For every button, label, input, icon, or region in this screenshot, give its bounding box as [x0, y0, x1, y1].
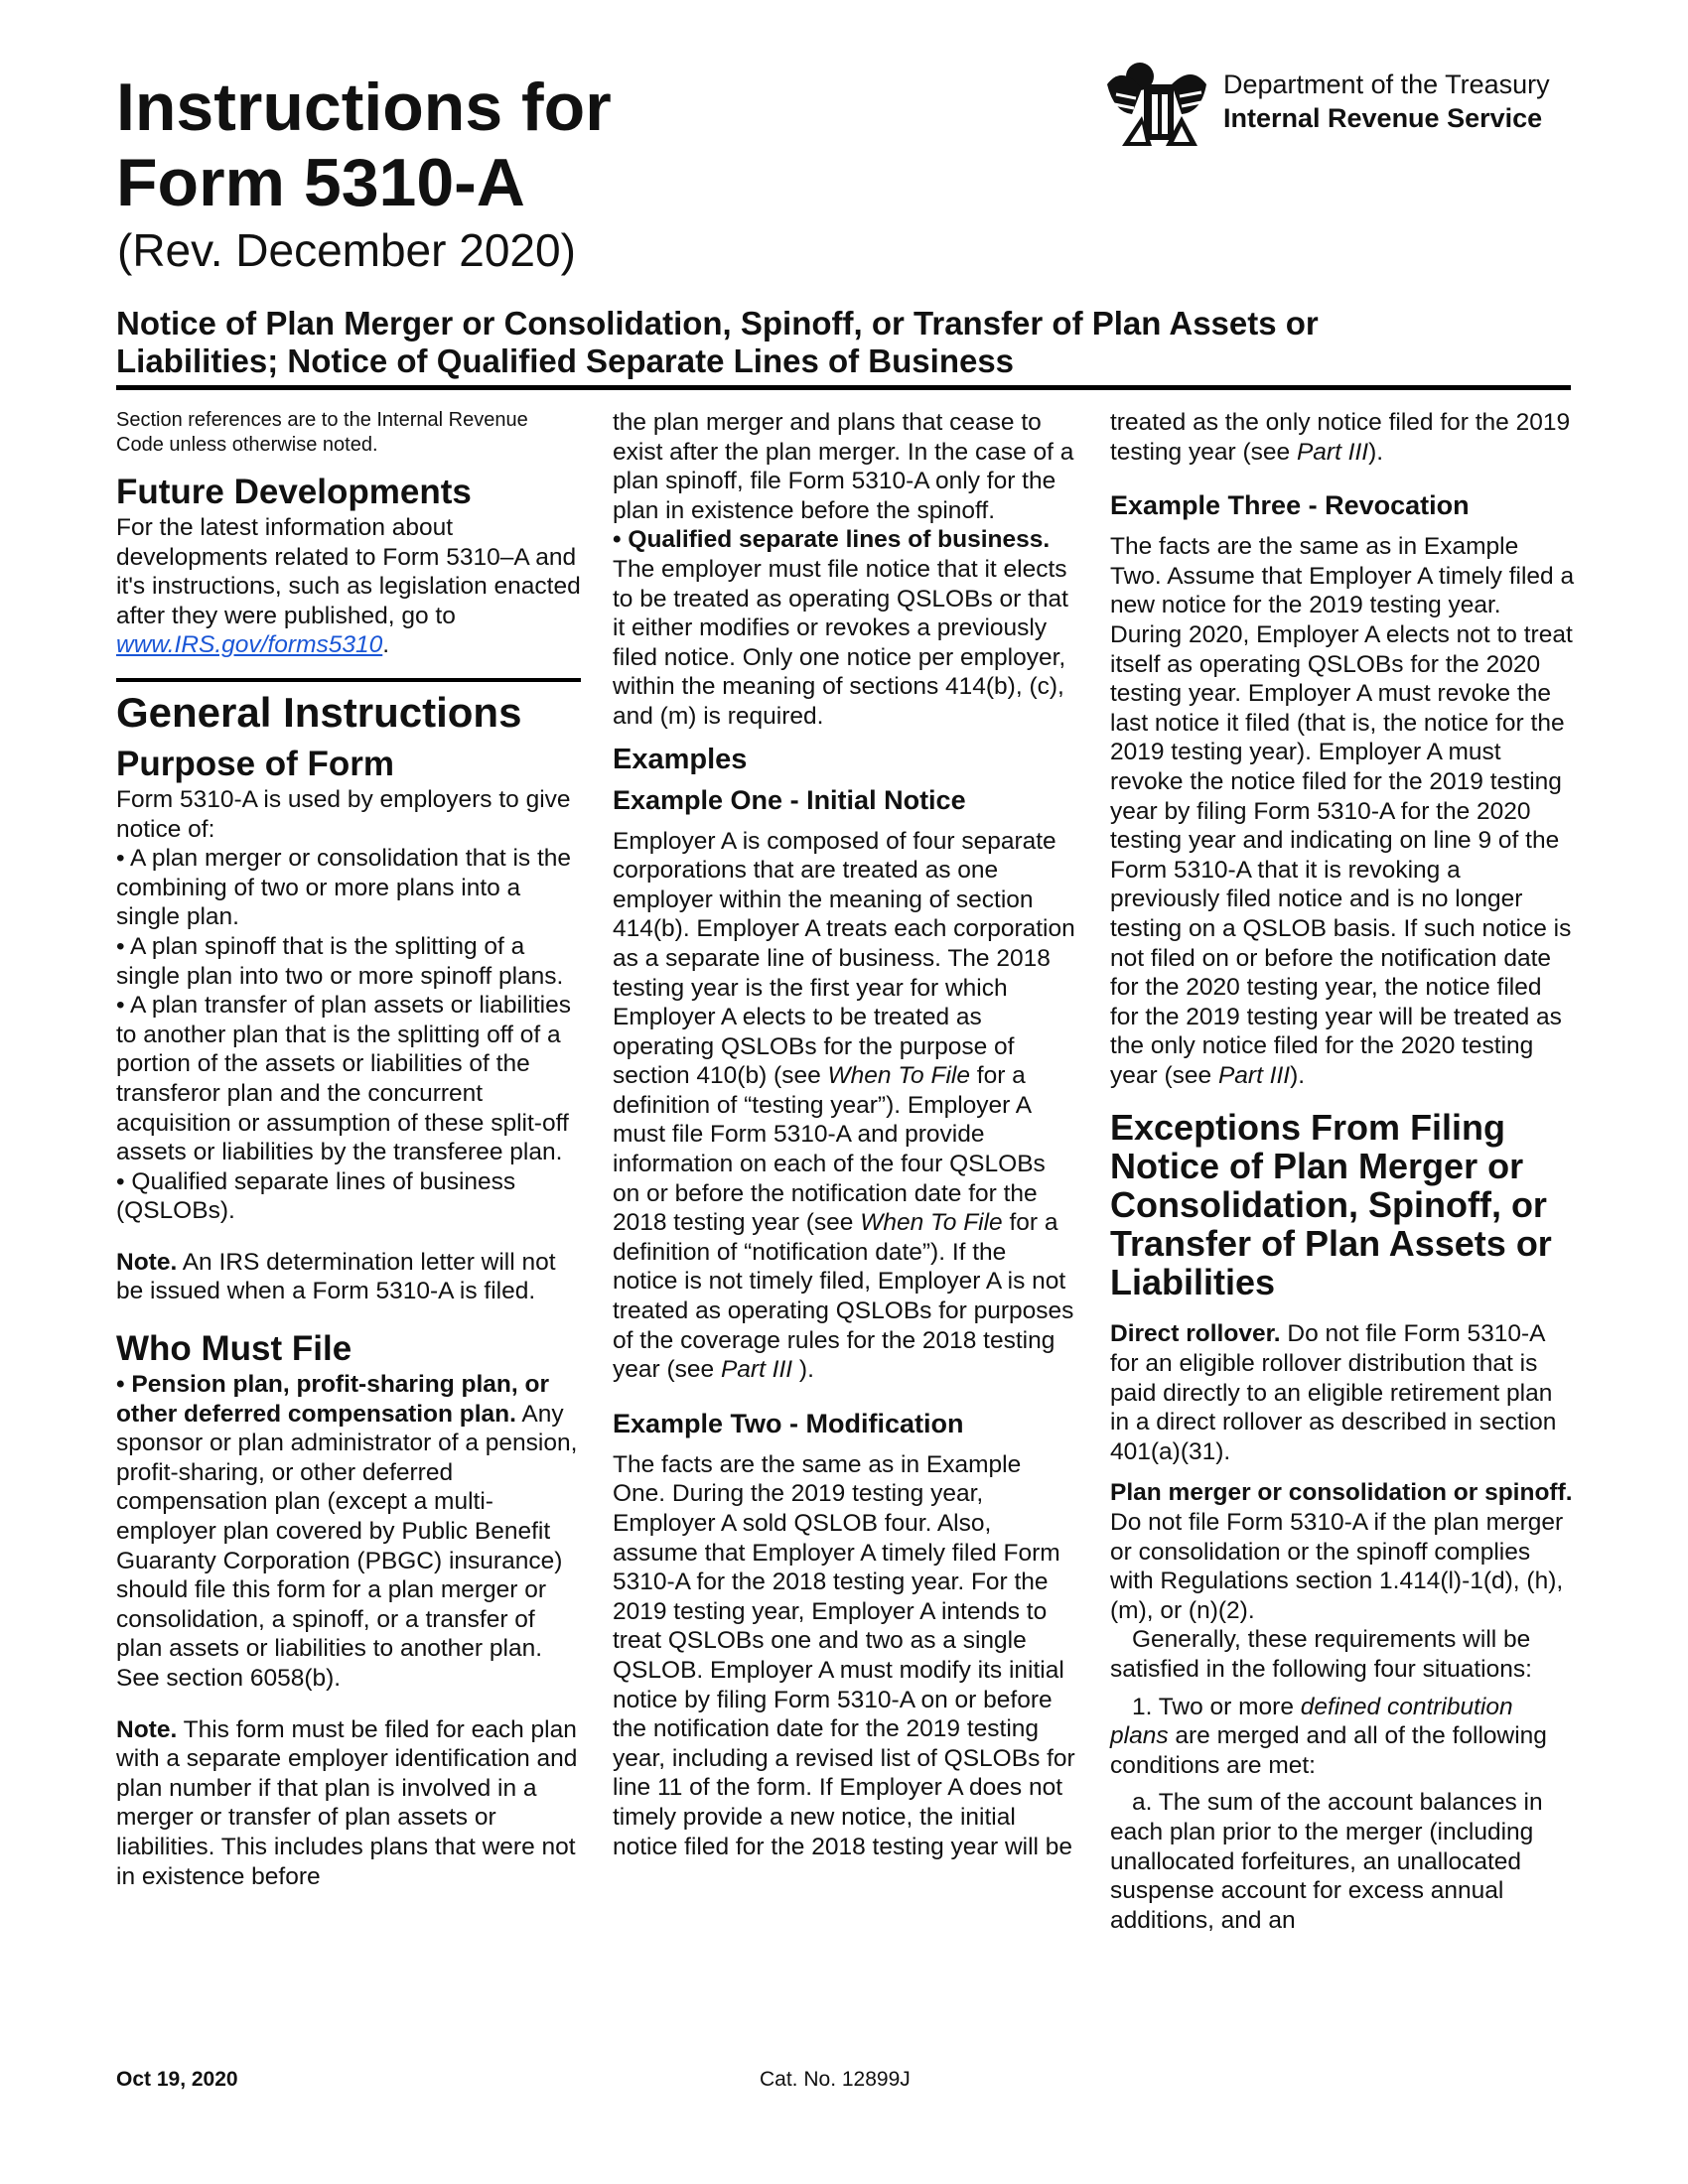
example-one-part: for a definition of “notification date”). If the notice is not timely filed, Employer A is not treated as operating QSLOBs for purposes of the coverage rules for the 2018 testing year (see — [613, 1209, 1074, 1384]
column-2 — [613, 408, 1077, 1861]
example-one-heading: Example One - Initial Notice — [613, 784, 966, 815]
agency-name — [1223, 68, 1550, 135]
purpose-bullet-qslob: • Qualified separate lines of business (QSLOBs). — [116, 1167, 516, 1225]
example-two-continued — [1110, 408, 1575, 467]
forms5310-link[interactable]: www.IRS.gov/forms5310 — [116, 631, 383, 659]
direct-rollover-body: Do not file Form 5310-A for an eligible rollover distribution that is paid directly to an eligible retirement plan in a direct rollover as described in section 401(a)(31). — [1110, 1320, 1557, 1465]
when-to-file-ref: When To File — [860, 1209, 1003, 1237]
who-must-file-body: Any sponsor or plan administrator of a pension, profit-sharing, or other deferred compensation plan (except a multi-employer plan covered by Public Benefit Guaranty Corporation (PBGC) insurance) should file this form for a plan merger or consolidation, a spinoff, or a transfer of plan assets or liabilities to another plan. See section 6058(b). — [116, 1400, 578, 1692]
form-subtitle — [116, 305, 1566, 380]
examples-heading: Examples — [613, 743, 748, 775]
part-iii-ref: Part III — [720, 1356, 793, 1384]
header-divider — [116, 385, 1571, 390]
subtitle-line-1: Notice of Plan Merger or Consolidation, Spinoff, or Transfer of Plan Assets or — [116, 305, 1319, 341]
text-part: treated as the only notice filed for the 2019 testing year (see — [1110, 409, 1571, 466]
example-two-heading: Example Two - Modification — [613, 1408, 964, 1438]
revision-date: (Rev. December 2020) — [117, 224, 576, 276]
irs-eagle-logo-icon — [1102, 55, 1211, 150]
situation-1 — [1110, 1693, 1575, 1781]
purpose-of-form-heading: Purpose of Form — [116, 744, 395, 783]
example-one-text — [613, 827, 1077, 1385]
page-title — [116, 69, 612, 220]
note-text: This form must be filed for each plan with a separate employer identification and plan number if that plan is involved in a merger or transfer of plan assets or liabilities. This includes plans that were not in existence before — [116, 1715, 578, 1890]
part-iii-ref: Part III — [1296, 438, 1369, 466]
note-separate-plan — [116, 1715, 581, 1892]
future-developments-text — [116, 513, 581, 660]
column-1 — [116, 408, 581, 1891]
column-3 — [1110, 408, 1575, 1935]
example-three-heading: Example Three - Revocation — [1110, 490, 1470, 521]
section-references-note: Section references are to the Internal Revenue Code unless otherwise noted. — [116, 409, 528, 456]
period: . — [382, 631, 390, 659]
direct-rollover-label: Direct rollover. — [1110, 1320, 1281, 1348]
note-determination-letter — [116, 1248, 581, 1306]
text-part: 1. Two or more — [1132, 1693, 1301, 1720]
catalog-number: Cat. No. 12899J — [760, 2068, 911, 2091]
note-label: Note. — [116, 1248, 178, 1276]
section-divider — [116, 678, 581, 682]
note-text: An IRS determination letter will not be issued when a Form 5310-A is filed. — [116, 1248, 556, 1305]
example-one-part: ). — [792, 1356, 814, 1384]
example-three-text — [1110, 532, 1575, 1090]
exceptions-heading: Exceptions From Filing Notice of Plan Merger or Consolidation, Spinoff, or Transfer of Plan Assets or Liabilities — [1110, 1107, 1552, 1303]
agency-line-1: Department of the Treasury — [1223, 69, 1550, 99]
qslob-body: The employer must file notice that it elects to be treated as operating QSLOBs or that it either modifies or revokes a previously filed notice. Only one notice per employer, within the meaning of sections 414(b), (c), and (m) is required. — [613, 555, 1068, 730]
condition-a: a. The sum of the account balances in each plan prior to the merger (including unallocated forfeitures, an unallocated suspense account for excess annual additions, and an — [1110, 1789, 1543, 1934]
example-one-part: for a definition of “testing year”). Employer A must file Form 5310-A and provide information on each of the four QSLOBs on or before the notification date for the 2018 testing year (see — [613, 1062, 1046, 1237]
future-developments-body: For the latest information about developments related to Form 5310–A and it's instructions, such as legislation enacted after they were published, go to — [116, 514, 581, 629]
title-line-1: Instructions for — [116, 69, 612, 145]
who-must-file-bold: • Pension plan, profit-sharing plan, or other deferred compensation plan. — [116, 1371, 549, 1428]
agency-line-2: Internal Revenue Service — [1223, 103, 1543, 133]
purpose-intro: Form 5310-A is used by employers to give notice of: — [116, 785, 571, 843]
qslob-bold: • Qualified separate lines of business. — [613, 526, 1051, 554]
text-part: The facts are the same as in Example Two. Assume that Employer A timely filed a new notice for the 2019 testing year. During 2020, Employer A elects not to treat itself as operating QSLOBs for the 2020 testing year. Employer A must revoke the last notice it filed (that is, the notice for the 2019 testing year). Employer A must revoke the notice filed for the 2019 testing year by filing Form 5310-A for the 2020 testing year and indicating on line 9 of the Form 5310-A that it is revoking a previously filed notice and is no longer testing on a QSLOB basis. If such notice is not filed on or before the notification date for the 2020 testing year, the notice filed for the 2019 testing year will be treated as the only notice filed for the 2020 testing year (see — [1110, 533, 1575, 1089]
merger-continued-text: the plan merger and plans that cease to exist after the plan merger. In the case of a plan spinoff, file Form 5310-A only for the plan in existence before the spinoff. — [613, 409, 1074, 524]
example-one-part: Employer A is composed of four separate corporations that are treated as one employer within the meaning of section 414(b). Employer A treats each corporation as a separate line of business. The 2018 testing year is the first year for which Employer A elects to be treated as operating QSLOBs for the purpose of section 410(b) (see — [613, 827, 1075, 1090]
when-to-file-ref: When To File — [827, 1062, 970, 1090]
text-part: ). — [1368, 438, 1384, 466]
qslob-paragraph — [613, 525, 1077, 731]
text-part: are merged and all of the following conditions are met: — [1110, 1722, 1547, 1779]
purpose-bullet-spinoff: • A plan spinoff that is the splitting of a single plan into two or more spinoff plans. — [116, 932, 564, 990]
general-instructions-heading: General Instructions — [116, 688, 522, 736]
text-part: ). — [1290, 1061, 1306, 1089]
plan-merger-body: Do not file Form 5310-A if the plan merger or consolidation or the spinoff complies with Regulations section 1.414(l)-1(d), (h), (m), or (n)(2). — [1110, 1509, 1564, 1624]
footer-date: Oct 19, 2020 — [116, 2068, 238, 2091]
part-iii-ref: Part III — [1217, 1061, 1291, 1089]
generally-text: Generally, these requirements will be satisfied in the following four situations: — [1110, 1626, 1532, 1683]
note-label: Note. — [116, 1715, 178, 1743]
future-developments-heading: Future Developments — [116, 473, 472, 511]
purpose-bullet-merger: • A plan merger or consolidation that is the combining of two or more plans into a single plan. — [116, 845, 572, 931]
purpose-bullet-transfer: • A plan transfer of plan assets or liabilities to another plan that is the splitting off of a portion of the assets or liabilities of the transferor plan and the concurrent acquisition or assumption of these split-off assets or liabilities by the transferee plan. — [116, 992, 571, 1166]
defined-contribution-term: defined contribution plans — [1110, 1693, 1513, 1750]
plan-merger-label: Plan merger or consolidation or spinoff. — [1110, 1479, 1573, 1507]
who-must-file-text — [116, 1370, 581, 1694]
direct-rollover-text — [1110, 1319, 1575, 1466]
who-must-file-heading: Who Must File — [116, 1329, 352, 1369]
plan-merger-text — [1110, 1478, 1575, 1625]
title-line-2: Form 5310-A — [116, 145, 525, 220]
subtitle-line-2: Liabilities; Notice of Qualified Separate Lines of Business — [116, 342, 1015, 379]
example-two-text: The facts are the same as in Example One. During the 2019 testing year, Employer A sold QSLOB four. Also, assume that Employer A timely filed Form 5310-A for the 2018 testing year. For the 2019 testing year, Employer A intends to treat QSLOBs one and two as a single QSLOB. Employer A must modify its initial notice by filing Form 5310-A on or before the notification date for the 2019 testing year, including a revised list of QSLOBs for line 11 of the form. If Employer A does not timely provide a new notice, the initial notice filed for the 2018 testing year will be — [613, 1450, 1075, 1860]
